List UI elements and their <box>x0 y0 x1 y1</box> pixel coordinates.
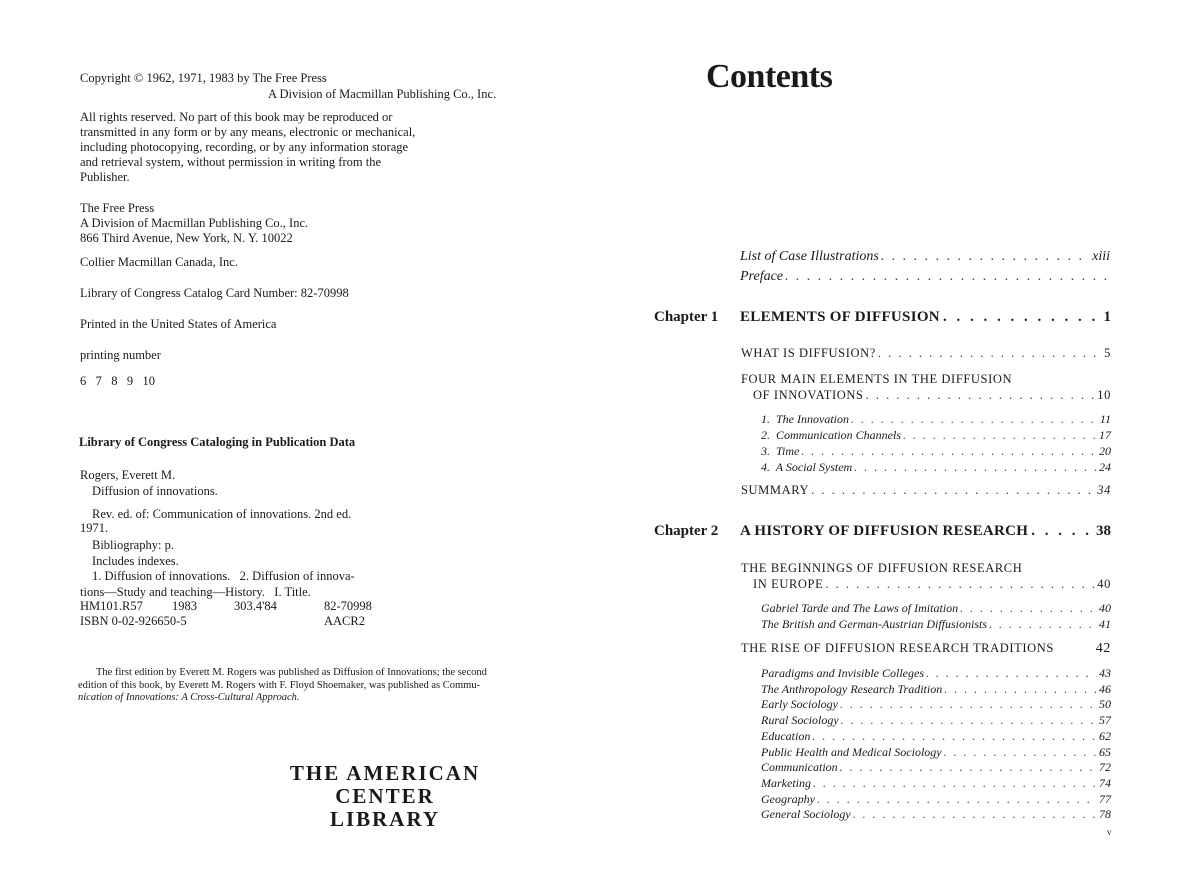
canada-publisher: Collier Macmillan Canada, Inc. <box>80 255 238 269</box>
toc-page-number: 41 <box>1099 617 1111 631</box>
cip-subjects: tions—Study and teaching—History. I. Title. <box>80 585 311 599</box>
cip-aacr: AACR2 <box>324 614 365 628</box>
page-title: Contents <box>706 58 833 95</box>
toc-page-number: 57 <box>1099 713 1111 728</box>
toc-page-number: 11 <box>1099 412 1111 426</box>
toc-subsection <box>761 666 1111 681</box>
toc-entry-label: Early Sociology <box>761 697 838 712</box>
chapter-title: ELEMENTS OF DIFFUSION <box>740 309 940 325</box>
toc-page-number: 72 <box>1099 760 1111 775</box>
rights-line: All rights reserved. No part of this book may be reproduced or <box>80 110 393 124</box>
stamp-line: THE AMERICAN <box>289 761 481 785</box>
cip-call-number: HM101.R57 <box>80 599 143 613</box>
publisher-line: The Free Press <box>80 201 155 215</box>
toc-subsection <box>761 460 1111 475</box>
cip-lccn: 82-70998 <box>324 599 372 613</box>
toc-entry-label: Gabriel Tarde and The Laws of Imitation <box>761 601 959 615</box>
cip-dewey: 303.4'84 <box>234 599 277 613</box>
toc-page-number: 42 <box>1095 641 1111 656</box>
toc-page-number: 38 <box>1096 523 1111 539</box>
toc-page-number: 1 <box>1103 309 1111 325</box>
toc-page-number: 77 <box>1099 791 1111 806</box>
toc-subsection <box>761 428 1111 443</box>
toc-entry-label: WHAT IS DIFFUSION? <box>741 346 876 360</box>
toc-entry-label: General Sociology <box>761 807 851 822</box>
printing-numbers: 6 7 8 9 10 <box>80 374 155 388</box>
chapter-number: Chapter 1 <box>654 309 719 325</box>
toc-page-number: xiii <box>1092 249 1110 264</box>
stamp-line: LIBRARY <box>329 807 441 831</box>
toc-entry-case-illustrations <box>740 249 1110 265</box>
chapter-number: Chapter 2 <box>654 523 719 539</box>
cip-rev-year: 1971. <box>80 521 109 535</box>
toc-page-number: 40 <box>1097 577 1111 591</box>
rights-line: transmitted in any form or by any means, electronic or mechanical, <box>80 125 416 139</box>
toc-page-number: 10 <box>1097 388 1111 402</box>
toc-section-four-elements: FOUR MAIN ELEMENTS IN THE DIFFUSION <box>741 372 1013 386</box>
toc-entry-label: The Anthropology Research Tradition <box>761 681 943 696</box>
toc-page-number: 65 <box>1099 744 1111 759</box>
toc-entry-label: Paradigms and Invisible Colleges <box>761 666 924 680</box>
toc-entry-label: Communication <box>761 760 838 775</box>
stamp-line: CENTER <box>335 784 435 808</box>
toc-entry-label: Geography <box>761 791 815 806</box>
toc-subsection <box>761 697 1111 712</box>
cip-isbn: ISBN 0-02-926650-5 <box>80 614 187 628</box>
toc-entry-label: List of Case Illustrations <box>740 249 879 264</box>
toc-section-rise <box>741 641 1111 657</box>
rights-line: Publisher. <box>80 170 130 184</box>
contents-page <box>600 0 1200 872</box>
library-stamp <box>255 762 515 831</box>
page-folio: v <box>1107 827 1112 837</box>
cip-subjects: 1. Diffusion of innovations. 2. Diffusion of innova- <box>92 569 355 583</box>
toc-page-number: 46 <box>1099 681 1111 696</box>
toc-page-number: 43 <box>1099 666 1111 680</box>
toc-subsection <box>761 682 1111 697</box>
toc-page-number: 62 <box>1099 728 1111 743</box>
toc-section-beginnings: THE BEGINNINGS OF DIFFUSION RESEARCH <box>741 561 1023 575</box>
toc-subsection <box>761 601 1111 616</box>
toc-entry-label: THE RISE OF DIFFUSION RESEARCH TRADITIONS <box>741 641 1054 655</box>
toc-chapter-1 <box>654 309 1111 326</box>
toc-entry-label: Marketing <box>761 775 811 790</box>
toc-subsection <box>761 444 1111 459</box>
toc-entry-label: Education <box>761 728 811 743</box>
edition-note-line: edition of this book, by Everett M. Rogers with F. Floyd Shoemaker, was published as Commu- <box>78 679 481 691</box>
publisher-address: 866 Third Avenue, New York, N. Y. 10022 <box>80 231 293 245</box>
toc-section-what-is <box>741 346 1111 361</box>
toc-section-beginnings-cont <box>753 577 1111 592</box>
toc-page-number: 50 <box>1099 697 1111 712</box>
toc-entry-label: 2. Communication Channels <box>761 428 901 442</box>
toc-subsection <box>761 807 1111 822</box>
toc-entry-preface <box>740 269 1110 285</box>
toc-entry-label: 1. The Innovation <box>761 412 849 426</box>
toc-entry-label: OF INNOVATIONS <box>753 388 864 402</box>
lccn-line: Library of Congress Catalog Card Number: 82-70998 <box>80 286 349 300</box>
printing-label: printing number <box>80 348 161 362</box>
toc-subsection <box>761 760 1111 775</box>
toc-entry-label: 3. Time <box>761 444 800 458</box>
cip-title: Diffusion of innovations. <box>92 484 218 498</box>
cip-heading: Library of Congress Cataloging in Publication Data <box>79 435 356 449</box>
edition-note-line: nication of Innovations: A Cross-Cultural Approach. <box>78 692 300 703</box>
toc-subsection <box>761 729 1111 744</box>
toc-page-number: 17 <box>1099 428 1111 442</box>
toc-subsection <box>761 412 1111 427</box>
toc-subsection <box>761 617 1111 632</box>
rights-line: and retrieval system, without permission in writing from the <box>80 155 381 169</box>
toc-entry-label: IN EUROPE <box>753 577 824 591</box>
edition-note-line: The first edition by Everett M. Rogers was published as Diffusion of Innovations; the second <box>96 667 487 678</box>
toc-page-number: 24 <box>1099 460 1111 474</box>
copyright-division: A Division of Macmillan Publishing Co., Inc. <box>268 87 497 101</box>
toc-entry-label: Public Health and Medical Sociology <box>761 744 942 759</box>
cip-indexes: Includes indexes. <box>92 554 179 568</box>
toc-page-number: 40 <box>1099 601 1111 615</box>
toc-entry-label: Preface <box>740 269 784 284</box>
copyright-line: Copyright © 1962, 1971, 1983 by The Free Press <box>80 71 327 85</box>
cip-bibliography: Bibliography: p. <box>92 538 174 552</box>
toc-page-number: 5 <box>1104 346 1111 360</box>
publisher-line: A Division of Macmillan Publishing Co., Inc. <box>80 216 309 230</box>
toc-section-four-elements-cont <box>753 388 1111 403</box>
cip-rev: Rev. ed. of: Communication of innovations. 2nd ed. <box>92 507 352 521</box>
rights-line: including photocopying, recording, or by any information storage <box>80 140 409 154</box>
toc-entry-label: 4. A Social System <box>761 460 853 474</box>
cip-author: Rogers, Everett M. <box>80 468 176 482</box>
toc-subsection <box>761 792 1111 807</box>
toc-subsection <box>761 713 1111 728</box>
toc-page-number: 74 <box>1099 775 1111 790</box>
printed-line: Printed in the United States of America <box>80 317 277 331</box>
chapter-title: A HISTORY OF DIFFUSION RESEARCH <box>740 523 1029 539</box>
toc-page-number: 20 <box>1099 444 1111 458</box>
toc-subsection <box>761 745 1111 760</box>
toc-section-summary <box>741 483 1111 498</box>
edition-note <box>78 667 540 705</box>
toc-entry-label: The British and German-Austrian Diffusionists <box>761 617 988 631</box>
toc-page-number: 34 <box>1097 483 1111 497</box>
toc-chapter-2 <box>654 523 1111 540</box>
toc-entry-label: SUMMARY <box>741 483 810 497</box>
toc-page-number: 78 <box>1099 807 1111 822</box>
toc-entry-label: Rural Sociology <box>761 713 839 728</box>
toc-subsection <box>761 776 1111 791</box>
cip-call-year: 1983 <box>172 599 197 613</box>
